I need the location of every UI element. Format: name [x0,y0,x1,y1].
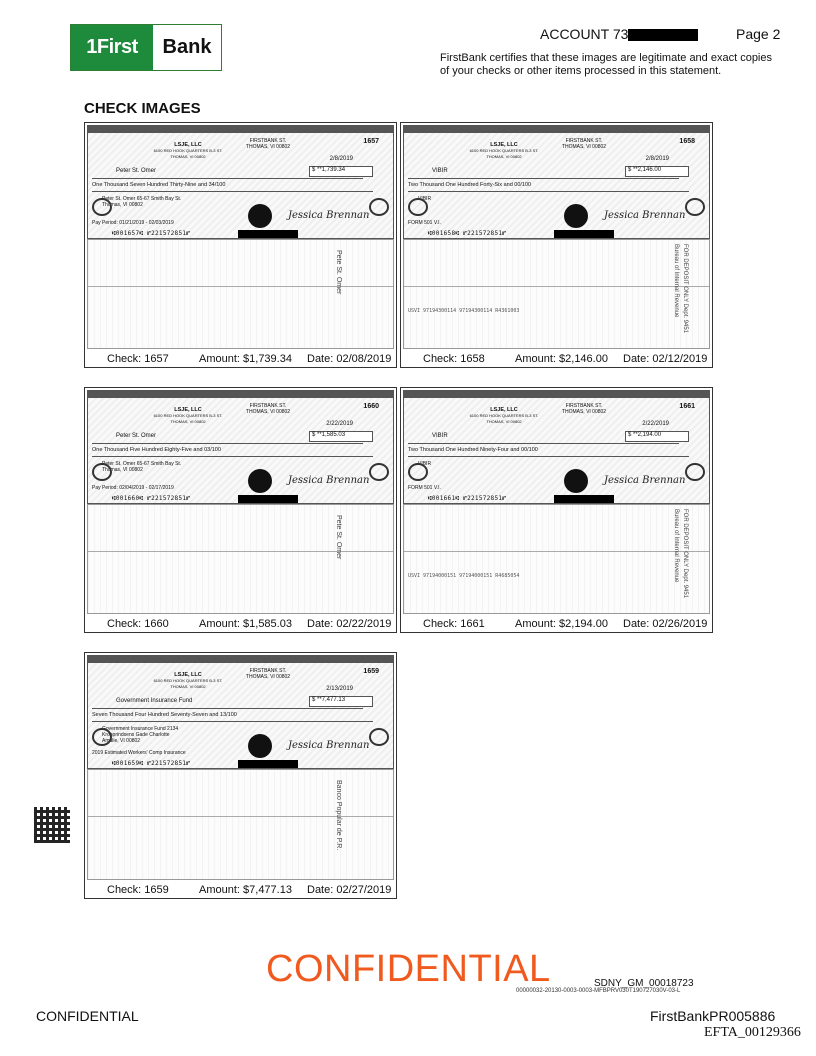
check-image [84,652,397,899]
confidential-label: CONFIDENTIAL [36,1008,139,1024]
check-ring-icon [685,198,705,216]
check-payee-address: VIBIR [418,196,432,202]
check-company-name: LSJE, LLC [174,407,202,413]
check-front [403,390,710,504]
efta-number: EFTA_00129366 [704,1025,801,1040]
check-endorsement: FOR DEPOSIT ONLY Dept. 9451 Bureau of Internal Revenue [673,244,688,334]
check-memo: FORM 501 V.I. [408,220,441,226]
check-company [464,407,544,425]
caption-date: Date: 02/27/2019 [307,883,392,896]
caption-check: Check: 1659 [107,883,169,896]
check-micr: ⑆001661⑆ ⑈221572851⑈ [428,495,507,502]
check-company [148,142,228,160]
check-endorsement: Banco Popular de P.R. [335,780,342,851]
check-back [87,504,394,614]
check-payee-address: Peter St. Omer 65-67 Smith Bay St. Thomas, VI 00802 [102,196,182,208]
check-number: 1658 [679,138,695,145]
caption-date: Date: 02/26/2019 [623,617,708,630]
check-micr-redaction [238,495,298,503]
caption-date: Date: 02/08/2019 [307,352,392,365]
check-date: 2/22/2019 [642,421,669,427]
check-security-band [88,391,393,398]
check-back [87,769,394,880]
check-memo: Pay Period: 02/04/2019 - 02/17/2019 [92,485,174,491]
check-caption [85,615,396,632]
caption-date: Date: 02/22/2019 [307,617,392,630]
check-signature: Jessica Brennan [604,210,686,221]
check-caption [401,615,712,632]
check-company-name: LSJE, LLC [174,672,202,678]
check-payee: Peter St. Omer [116,168,157,174]
check-back-text: USVI 97194000151 97194000151 R4685054 [408,573,520,579]
check-micr-redaction [238,760,298,768]
check-signature: Jessica Brennan [604,475,686,486]
check-amount-box: $ **7,477.13 [309,696,373,707]
check-number: 1657 [363,138,379,145]
account-text: ACCOUNT 73 [540,26,629,42]
check-endorsement: Pete St. Omer [335,250,342,295]
check-seal-icon [248,204,272,228]
check-image [400,122,713,368]
check-micr: ⑆001659⑆ ⑈221572851⑈ [112,760,191,767]
check-payee-address: VIBIR [418,461,432,467]
caption-check: Check: 1661 [423,617,485,630]
check-ring-icon [92,198,112,216]
check-number: 1660 [363,403,379,410]
check-back-divider [404,551,709,552]
check-ring-icon [408,463,428,481]
check-company-name: LSJE, LLC [490,407,518,413]
check-company-address: 6100 RED HOOK QUARTERS B-3 ST. THOMAS, VI 00802 [469,148,539,159]
check-date: 2/8/2019 [645,156,669,162]
check-amount-box: $ **1,585.03 [309,431,373,442]
section-title: CHECK IMAGES [84,100,201,117]
check-image [84,122,397,368]
check-bank: FIRSTBANK ST. THOMAS, VI 00802 [561,138,607,150]
check-endorsement: Pete St. Omer [335,515,342,560]
check-image [84,387,397,633]
check-security-band [88,126,393,133]
check-image [400,387,713,633]
caption-amount: Amount: $2,146.00 [515,352,608,365]
check-ring-icon [369,198,389,216]
check-micr-redaction [554,230,614,238]
check-seal-icon [564,469,588,493]
check-back-divider [88,286,393,287]
check-micr: ⑆001660⑆ ⑈221572851⑈ [112,495,191,502]
bates-number: FirstBankPR005886 [650,1008,776,1024]
check-memo: 2019 Estimated Workers' Comp Insurance [92,750,186,756]
check-front [87,390,394,504]
check-ring-icon [92,728,112,746]
check-caption [401,350,712,367]
check-back-divider [88,551,393,552]
check-payee: VIBIR [432,433,448,439]
check-amount-words: Two Thousand One Hundred Forty-Six and 00/100 [408,182,689,192]
caption-check: Check: 1660 [107,617,169,630]
check-company [148,407,228,425]
check-date: 2/13/2019 [326,686,353,692]
check-back-divider [404,286,709,287]
certification-text: FirstBank certifies that these images are legitimate and exact copies of your checks or other items processed in this statement. [440,52,772,77]
check-back [87,239,394,349]
check-bank: FIRSTBANK ST. THOMAS, VI 00802 [245,403,291,415]
check-amount-words: One Thousand Seven Hundred Thirty-Nine and 34/100 [92,182,373,192]
check-signature: Jessica Brennan [288,210,370,221]
check-security-band [404,126,709,133]
caption-date: Date: 02/12/2019 [623,352,708,365]
caption-amount: Amount: $7,477.13 [199,883,292,896]
caption-check: Check: 1658 [423,352,485,365]
check-payee-address: Government Insurance Fund 2134 Kronprindsens Gade Charlotte Amalie, VI 00802 [102,726,179,744]
check-amount-box: $ **1,739.34 [309,166,373,177]
account-redaction [628,29,698,41]
check-back [403,239,710,349]
check-ring-icon [408,198,428,216]
check-ring-icon [685,463,705,481]
logo-left: 1First [71,25,153,70]
sdny-subid: 00000032-20130-0003-0003-MFBPRV030T190727030V-03-L [516,988,681,994]
check-ring-icon [369,728,389,746]
check-front [403,125,710,239]
check-company-name: LSJE, LLC [174,142,202,148]
check-company-address: 6100 RED HOOK QUARTERS B-3 ST. THOMAS, VI 00802 [153,148,223,159]
check-amount-words: Seven Thousand Four Hundred Seventy-Seven and 13/100 [92,712,373,722]
caption-amount: Amount: $2,194.00 [515,617,608,630]
check-date: 2/8/2019 [329,156,353,162]
check-payee: Government Insurance Fund [116,698,193,704]
check-company [148,672,228,690]
qr-code-icon [34,807,70,843]
firstbank-logo [70,24,222,71]
check-amount-words: One Thousand Five Hundred Eighty-Five and 03/100 [92,447,373,457]
check-date: 2/22/2019 [326,421,353,427]
check-company [464,142,544,160]
check-back [403,504,710,614]
check-security-band [404,391,709,398]
check-payee: Peter St. Omer [116,433,157,439]
check-company-address: 6100 RED HOOK QUARTERS B-3 ST. THOMAS, VI 00802 [153,678,223,689]
check-ring-icon [369,463,389,481]
check-bank: FIRSTBANK ST. THOMAS, VI 00802 [561,403,607,415]
check-company-address: 6100 RED HOOK QUARTERS B-3 ST. THOMAS, VI 00802 [469,413,539,424]
check-memo: FORM 501 V.I. [408,485,441,491]
check-ring-icon [92,463,112,481]
check-signature: Jessica Brennan [288,475,370,486]
logo-right: Bank [153,25,221,70]
check-caption [85,881,396,898]
check-number: 1661 [679,403,695,410]
check-micr-redaction [554,495,614,503]
check-amount-words: Two Thousand One Hundred Ninety-Four and 00/100 [408,447,689,457]
caption-amount: Amount: $1,585.03 [199,617,292,630]
check-memo: Pay Period: 01/21/2019 - 02/03/2019 [92,220,174,226]
check-front [87,655,394,769]
check-bank: FIRSTBANK ST. THOMAS, VI 00802 [245,668,291,680]
check-caption [85,350,396,367]
check-security-band [88,656,393,663]
check-bank: FIRSTBANK ST. THOMAS, VI 00802 [245,138,291,150]
check-amount-box: $ **2,146.00 [625,166,689,177]
check-company-name: LSJE, LLC [490,142,518,148]
check-seal-icon [248,734,272,758]
check-signature: Jessica Brennan [288,740,370,751]
sdny-id: SDNY_GM_00018723 [594,978,694,989]
check-back-divider [88,816,393,817]
page-number: Page 2 [736,26,781,42]
check-micr: ⑆001657⑆ ⑈221572851⑈ [112,230,191,237]
caption-amount: Amount: $1,739.34 [199,352,292,365]
check-micr-redaction [238,230,298,238]
check-payee-address: Peter St. Omer 65-67 Smith Bay St. Thomas, VI 00802 [102,461,182,473]
check-payee: VIBIR [432,168,448,174]
check-number: 1659 [363,668,379,675]
check-micr: ⑆001658⑆ ⑈221572851⑈ [428,230,507,237]
account-label [540,26,698,42]
check-front [87,125,394,239]
check-seal-icon [564,204,588,228]
check-back-text: USVI 97194300114 97194300114 R4361003 [408,308,520,314]
check-seal-icon [248,469,272,493]
caption-check: Check: 1657 [107,352,169,365]
confidential-stamp: CONFIDENTIAL [266,948,551,990]
check-endorsement: FOR DEPOSIT ONLY Dept. 9451 Bureau of Internal Revenue [673,509,688,599]
check-company-address: 6100 RED HOOK QUARTERS B-3 ST. THOMAS, VI 00802 [153,413,223,424]
check-amount-box: $ **2,194.00 [625,431,689,442]
